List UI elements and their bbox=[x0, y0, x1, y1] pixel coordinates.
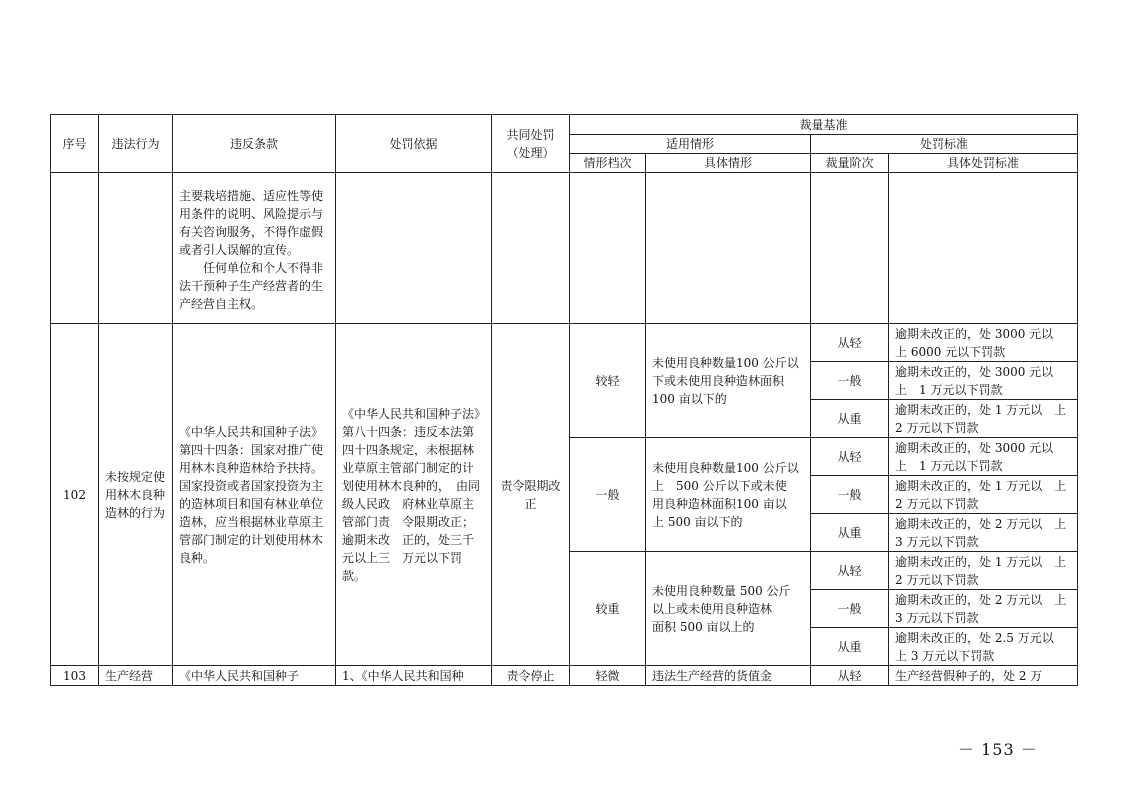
row102-detail-1: 未使用良种数量100 公斤以下或未使用良种造林面积 100 亩以下的 bbox=[646, 324, 811, 438]
row102-std-1-3: 逾期未改正的，处 1 万元以 上 2 万元以下罚款 bbox=[889, 400, 1078, 438]
col-seq-header: 序号 bbox=[51, 115, 99, 173]
row102-stage-3-1: 从轻 bbox=[811, 552, 889, 590]
row102-level-3: 较重 bbox=[570, 552, 646, 666]
col-discretion-header: 裁量基准 bbox=[570, 115, 1078, 135]
row102-basis: 《中华人民共和国种子法》第八十四条：违反本法第四十四条规定，未根据林业草原主管部门制定的计划使用林木良种的， 由同级人民政 府林业草原主管部门责 令限期改正；逾期未改 正的，处三千元以上三 万元以下罚款。 bbox=[336, 324, 492, 666]
col-basis-header: 处罚依据 bbox=[336, 115, 492, 173]
row102-std-2-2: 逾期未改正的，处 1 万元以 上 2 万元以下罚款 bbox=[889, 476, 1078, 514]
row102-act: 未按规定使用林木良种造林的行为 bbox=[99, 324, 173, 666]
col-stage-header: 裁量阶次 bbox=[811, 154, 889, 173]
row102-stage-1-2: 一般 bbox=[811, 362, 889, 400]
row102-detail-2: 未使用良种数量100 公斤以上 500 公斤以下或未使 用良种造林面积100 亩以 上 500 亩以下的 bbox=[646, 438, 811, 552]
row103-clause: 《中华人民共和国种子 bbox=[173, 666, 336, 686]
row103-stage: 从轻 bbox=[811, 666, 889, 686]
col-situation-header: 适用情形 bbox=[570, 135, 811, 154]
row102-clause: 《中华人民共和国种子法》第四十四条：国家对推广使用林木良种造林给予扶持。国家投资或者国家投资为主的造林项目和国有林业单位造林，应当根据林业草原主管部门制定的计划使用林木良种。 bbox=[173, 324, 336, 666]
continued-row bbox=[51, 173, 1078, 324]
row102-std-2-3: 逾期未改正的，处 2 万元以 上 3 万元以下罚款 bbox=[889, 514, 1078, 552]
row103-std: 生产经营假种子的，处 2 万 bbox=[889, 666, 1078, 686]
row102-stage-2-2: 一般 bbox=[811, 476, 889, 514]
row102-stage-1-3: 从重 bbox=[811, 400, 889, 438]
col-detail-header: 具体情形 bbox=[646, 154, 811, 173]
row102-std-3-3: 逾期未改正的，处 2.5 万元以 上 3 万元以下罚款 bbox=[889, 628, 1078, 666]
col-act-header: 违法行为 bbox=[99, 115, 173, 173]
row102-stage-2-3: 从重 bbox=[811, 514, 889, 552]
row102-detail-3: 未使用良种数量 500 公斤 以上或未使用良种造林 面积 500 亩以上的 bbox=[646, 552, 811, 666]
row103-basis: 1、《中华人民共和国种 bbox=[336, 666, 492, 686]
row102-level-2: 一般 bbox=[570, 438, 646, 552]
row103-level: 轻微 bbox=[570, 666, 646, 686]
row102-stage-1-1: 从轻 bbox=[811, 324, 889, 362]
table-row-102-a bbox=[51, 324, 1078, 362]
row102-seq: 102 bbox=[51, 324, 99, 666]
col-clause-header: 违反条款 bbox=[173, 115, 336, 173]
col-joint-header: 共同处罚 （处理） bbox=[492, 115, 570, 173]
table-row-103 bbox=[51, 666, 1078, 686]
row102-joint: 责令限期改正 bbox=[492, 324, 570, 666]
row103-joint: 责令停止 bbox=[492, 666, 570, 686]
row102-stage-3-2: 一般 bbox=[811, 590, 889, 628]
row102-std-2-1: 逾期未改正的，处 3000 元以 上 1 万元以下罚款 bbox=[889, 438, 1078, 476]
header-row-1 bbox=[51, 115, 1078, 135]
col-level-header: 情形档次 bbox=[570, 154, 646, 173]
continued-clause: 主要栽培措施、适应性等使用条件的说明、风险提示与有关咨询服务，不得作虚假或者引人误解的宣传。 任何单位和个人不得非法干预种子生产经营者的生产经营自主权。 bbox=[173, 173, 336, 324]
col-penalty-detail-header: 具体处罚标准 bbox=[889, 154, 1078, 173]
page-number: － 153 － bbox=[958, 740, 1038, 759]
row102-std-1-1: 逾期未改正的，处 3000 元以 上 6000 元以下罚款 bbox=[889, 324, 1078, 362]
row102-stage-3-3: 从重 bbox=[811, 628, 889, 666]
row102-level-1: 较轻 bbox=[570, 324, 646, 438]
col-penalty-std-header: 处罚标准 bbox=[811, 135, 1078, 154]
row103-detail: 违法生产经营的货值金 bbox=[646, 666, 811, 686]
row102-std-1-2: 逾期未改正的，处 3000 元以 上 1 万元以下罚款 bbox=[889, 362, 1078, 400]
row103-seq: 103 bbox=[51, 666, 99, 686]
row102-std-3-2: 逾期未改正的，处 2 万元以 上 3 万元以下罚款 bbox=[889, 590, 1078, 628]
row102-std-3-1: 逾期未改正的，处 1 万元以 上 2 万元以下罚款 bbox=[889, 552, 1078, 590]
discretion-table bbox=[50, 114, 1078, 686]
row102-stage-2-1: 从轻 bbox=[811, 438, 889, 476]
row103-act: 生产经营 bbox=[99, 666, 173, 686]
